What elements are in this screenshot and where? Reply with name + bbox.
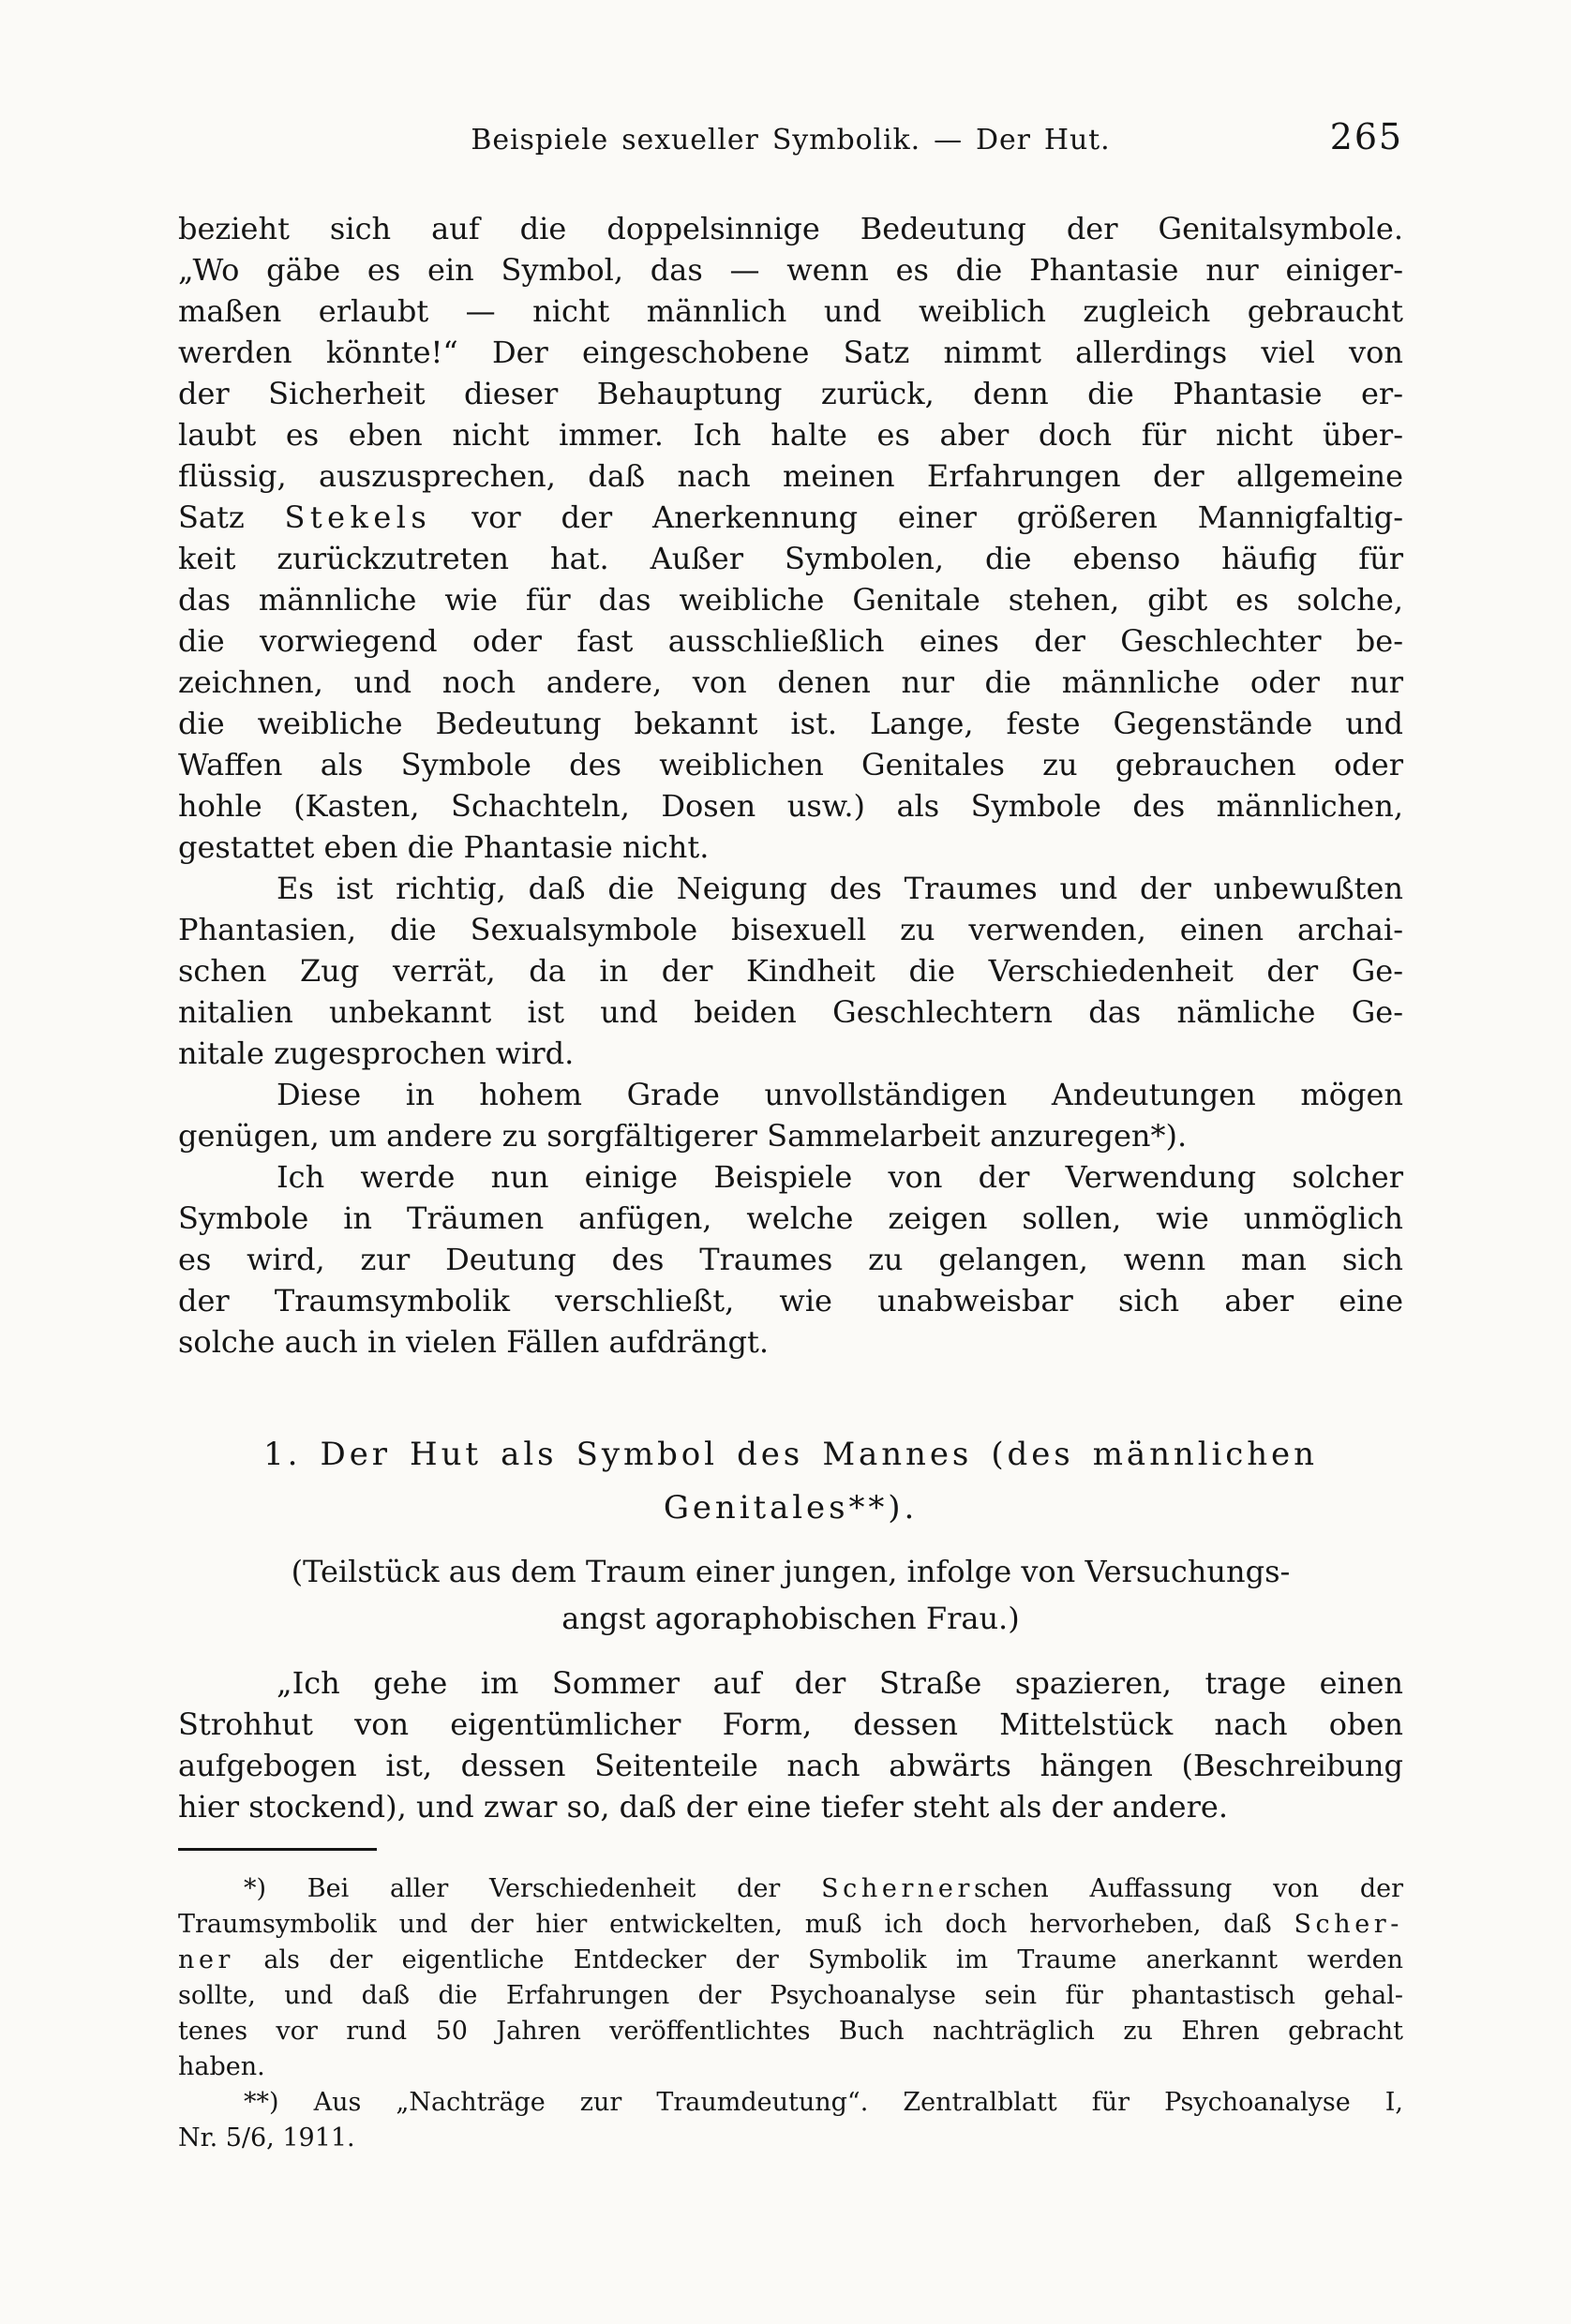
page-header xyxy=(178,116,1403,165)
text-line: maßen erlaubt — nicht männlich und weiblich zugleich gebraucht xyxy=(178,293,1403,329)
text-line: die weibliche Bedeutung bekannt ist. Lange, feste Gegenstände und xyxy=(178,706,1403,741)
text-line: Strohhut von eigentümlicher Form, dessen Mittelstück nach oben xyxy=(178,1706,1403,1742)
text-line: (Teilstück aus dem Traum einer jungen, infolge von Versuchungs- xyxy=(291,1554,1291,1589)
text-line: Genitales**). xyxy=(663,1489,919,1527)
paragraph xyxy=(178,1074,1403,1156)
text-line: „Wo gäbe es ein Symbol, das — wenn es die Phantasie nur einiger- xyxy=(178,252,1403,288)
text-line: aufgebogen ist, dessen Seitenteile nach abwärts hängen (Beschreibung xyxy=(178,1748,1403,1783)
text-line: flüssig, auszusprechen, daß nach meinen Erfahrungen der allgemeine xyxy=(178,458,1403,494)
text-line: 1. Der Hut als Symbol des Mannes (des männlichen xyxy=(263,1436,1318,1473)
text-line: tenes vor rund 50 Jahren veröffentlichtes Buch nachträglich zu Ehren gebracht xyxy=(178,2017,1403,2046)
text-line: nitalien unbekannt ist und beiden Geschlechtern das nämliche Ge- xyxy=(178,994,1403,1030)
letterspaced-text: Stekels xyxy=(284,499,432,535)
text-line: **) Aus „Nachträge zur Traumdeutung“. Zentralblatt für Psychoanalyse I, xyxy=(244,2088,1403,2117)
footnote-section xyxy=(178,1871,1403,2156)
footnote xyxy=(178,1871,1403,2085)
text-line: Symbole in Träumen anfügen, welche zeigen sollen, wie unmöglich xyxy=(178,1200,1403,1236)
section-subheading xyxy=(178,1548,1403,1642)
letterspaced-text: Scher- xyxy=(1294,1910,1403,1939)
text-line: genügen, um andere zu sorgfältigerer Sammelarbeit anzuregen*). xyxy=(178,1118,1188,1154)
text-line: der Sicherheit dieser Behauptung zurück, denn die Phantasie er- xyxy=(178,376,1403,411)
text-line: sollte, und daß die Erfahrungen der Psychoanalyse sein für phantastisch gehal- xyxy=(178,1981,1403,2010)
text-line: *) Bei aller Verschiedenheit der Schernerschen Auffassung von der xyxy=(244,1874,1403,1903)
text-line: Satz Stekels vor der Anerkennung einer größeren Mannigfaltig- xyxy=(178,499,1404,535)
section-heading xyxy=(178,1428,1403,1535)
text-line: die vorwiegend oder fast ausschließlich eines der Geschlechter be- xyxy=(178,623,1403,659)
text-line: gestattet eben die Phantasie nicht. xyxy=(178,829,710,865)
text-line: es wird, zur Deutung des Traumes zu gelangen, wenn man sich xyxy=(178,1242,1403,1277)
text-line: Nr. 5/6, 1911. xyxy=(178,2123,355,2153)
text-line: schen Zug verrät, da in der Kindheit die Verschiedenheit der Ge- xyxy=(178,953,1403,989)
text-line: „Ich gehe im Sommer auf der Straße spazieren, trage einen xyxy=(277,1665,1403,1701)
text-line: Ich werde nun einige Beispiele von der Verwendung solcher xyxy=(277,1159,1403,1195)
letterspaced-text: ner xyxy=(178,1945,235,1974)
text-line: laubt es eben nicht immer. Ich halte es aber doch für nicht über- xyxy=(178,417,1403,453)
footnote-separator xyxy=(178,1848,377,1851)
text-line: Diese in hohem Grade unvollständigen Andeutungen mögen xyxy=(277,1077,1403,1112)
text-line: Traumsymbolik und der hier entwickelten, muß ich doch hervorheben, daß Scher- xyxy=(178,1910,1403,1939)
text-line: angst agoraphobischen Frau.) xyxy=(561,1601,1020,1636)
text-line: nitale zugesprochen wird. xyxy=(178,1035,575,1071)
paragraph xyxy=(178,1662,1403,1827)
text-line: bezieht sich auf die doppelsinnige Bedeutung der Genitalsymbole. xyxy=(178,211,1403,246)
text-line: der Traumsymbolik verschließt, wie unabweisbar sich aber eine xyxy=(178,1283,1403,1318)
text-line: haben. xyxy=(178,2052,265,2081)
page-number: 265 xyxy=(1329,116,1403,157)
text-line: keit zurückzutreten hat. Außer Symbolen, die ebenso häufig für xyxy=(178,541,1403,576)
text-line: zeichnen, und noch andere, von denen nur die männliche oder nur xyxy=(178,664,1403,700)
text-line: ner als der eigentliche Entdecker der Symbolik im Traume anerkannt werden xyxy=(178,1945,1403,1974)
text-line: hohle (Kasten, Schachteln, Dosen usw.) als Symbole des männlichen, xyxy=(178,788,1403,824)
text-line: Waffen als Symbole des weiblichen Genitales zu gebrauchen oder xyxy=(178,747,1403,782)
paragraph xyxy=(178,208,1403,868)
letterspaced-text: Scherner xyxy=(821,1874,974,1903)
running-title: Beispiele sexueller Symbolik. — Der Hut. xyxy=(471,124,1111,156)
text-line: Phantasien, die Sexualsymbole bisexuell zu verwenden, einen archai- xyxy=(178,912,1403,947)
footnote xyxy=(178,2085,1403,2156)
text-line: das männliche wie für das weibliche Genitale stehen, gibt es solche, xyxy=(178,582,1403,618)
text-line: hier stockend), und zwar so, daß der eine tiefer steht als der andere. xyxy=(178,1789,1229,1825)
body-text xyxy=(178,208,1403,1827)
paragraph xyxy=(178,868,1403,1074)
text-line: werden könnte!“ Der eingeschobene Satz nimmt allerdings viel von xyxy=(178,335,1403,370)
paragraph xyxy=(178,1156,1403,1363)
text-line: Es ist richtig, daß die Neigung des Traumes und der unbewußten xyxy=(277,871,1403,906)
text-line: solche auch in vielen Fällen aufdrängt. xyxy=(178,1324,769,1360)
